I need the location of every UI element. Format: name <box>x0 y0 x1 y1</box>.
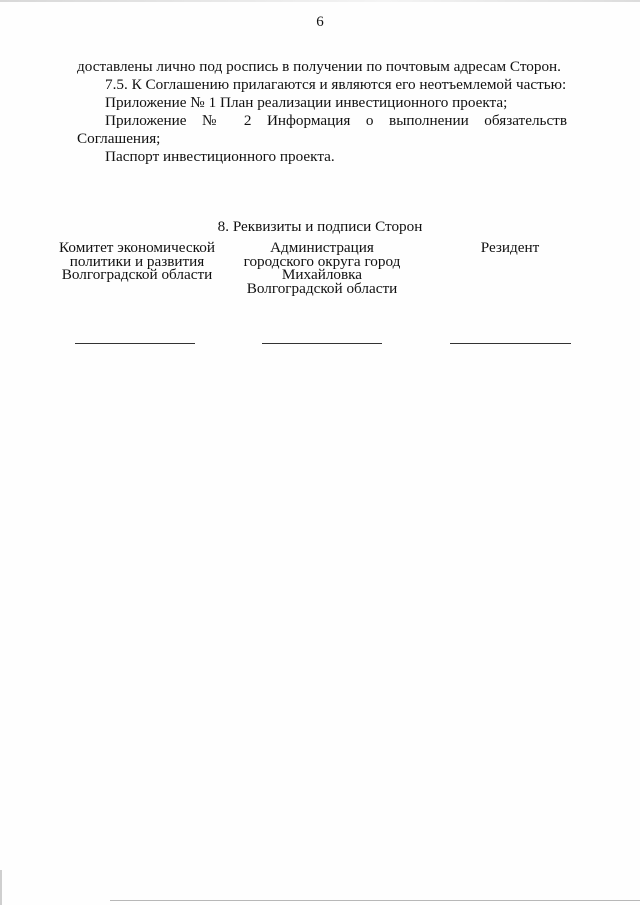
paragraph-attachments: 7.5. К Соглашению прилагаются и являются его неотъемлемой частью: <box>105 76 567 93</box>
party-resident-line: Резидент <box>480 239 540 256</box>
party-administration-line: Администрация <box>270 239 374 256</box>
paragraph-delivery: доставлены лично под роспись в получении по почтовым адресам Сторон. <box>77 58 561 75</box>
paragraph-appendix-2: Приложение № 2 Информация о выполнении обязательств Соглашения; <box>77 112 567 147</box>
scan-edge-left <box>0 870 2 905</box>
party-administration-line: Волгоградской области <box>246 279 398 297</box>
scan-edge-bottom <box>110 900 640 901</box>
scan-edge-top <box>0 0 640 2</box>
section-heading: 8. Реквизиты и подписи Сторон <box>217 218 423 235</box>
signature-line-administration <box>262 343 382 344</box>
party-administration <box>232 241 412 295</box>
party-committee-line: Комитет экономической <box>59 239 215 256</box>
party-administration-line: Михайловка <box>281 266 363 283</box>
signature-line-resident <box>450 343 571 344</box>
paragraph-appendix-1: Приложение № 1 План реализации инвестиционного проекта; <box>105 94 508 111</box>
paragraph-passport: Паспорт инвестиционного проекта. <box>105 148 335 165</box>
party-resident <box>455 241 565 255</box>
party-administration-line: городского округа город <box>243 252 401 270</box>
signature-line-committee <box>75 343 195 344</box>
party-committee-line: политики и развития <box>69 252 205 270</box>
party-committee-line: Волгоградской области <box>61 266 213 283</box>
party-committee <box>52 241 222 282</box>
body-text <box>77 58 567 166</box>
page-number: 6 <box>316 14 324 30</box>
